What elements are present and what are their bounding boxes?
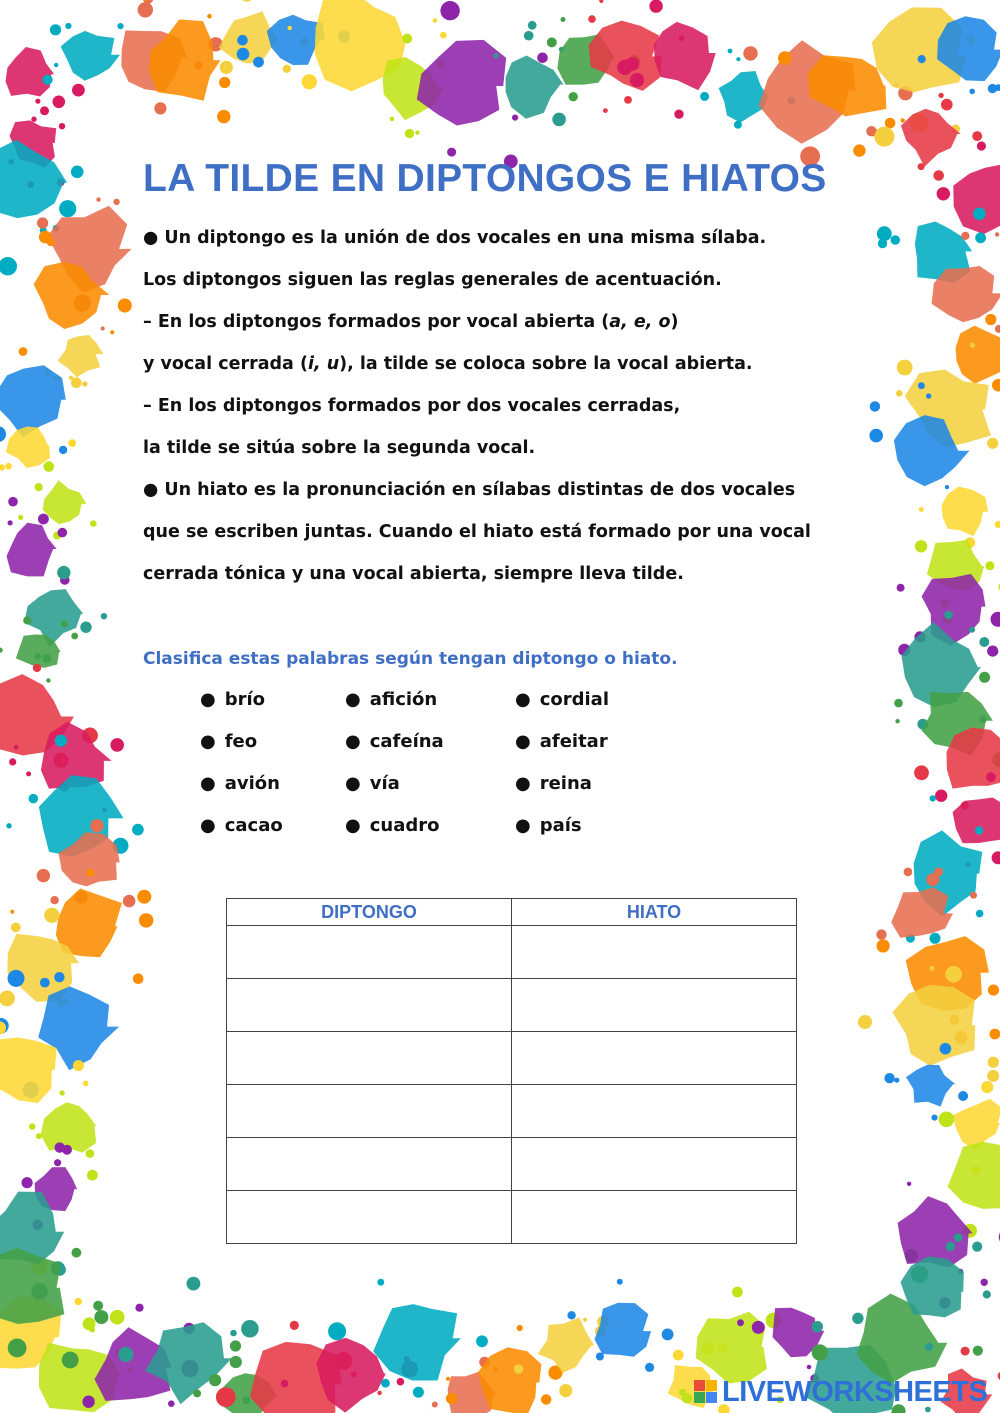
word-item xyxy=(345,812,439,840)
answer-cell-diptongo[interactable] xyxy=(227,1191,512,1244)
answer-cell-hiato[interactable] xyxy=(512,1085,797,1138)
word-item xyxy=(345,686,437,714)
bullet-icon: ● xyxy=(345,731,361,752)
table-row xyxy=(227,1138,797,1191)
liveworksheets-logo-icon xyxy=(694,1380,718,1404)
paragraph-hiato-definition: ● Un hiato es la pronunciación en sílabas distintas de dos vocales xyxy=(143,480,796,500)
bullet-icon: ● xyxy=(515,689,531,710)
word-label: avión xyxy=(224,773,280,794)
answer-cell-diptongo[interactable] xyxy=(227,1032,512,1085)
table-row xyxy=(227,979,797,1032)
word-item xyxy=(200,770,280,798)
liveworksheets-watermark xyxy=(694,1372,987,1412)
word-item xyxy=(200,812,283,840)
italic-vowels: i, u xyxy=(307,354,340,374)
word-item xyxy=(345,770,400,798)
table-row xyxy=(227,926,797,979)
answer-cell-hiato[interactable] xyxy=(512,1032,797,1085)
word-label: afición xyxy=(369,689,438,710)
bullet-icon: ● xyxy=(200,815,216,836)
text-segment: ), la tilde se coloca sobre la vocal abierta. xyxy=(339,354,753,374)
word-label: cacao xyxy=(224,815,283,836)
word-label: feo xyxy=(224,731,258,752)
answer-cell-diptongo[interactable] xyxy=(227,1085,512,1138)
table-header-row xyxy=(227,899,797,926)
bullet-icon: ● xyxy=(345,773,361,794)
answer-cell-diptongo[interactable] xyxy=(227,979,512,1032)
italic-vowels: a, e, o xyxy=(609,312,671,332)
bullet-icon: ● xyxy=(200,689,216,710)
word-item xyxy=(515,728,608,756)
paragraph-open-vowel-rule xyxy=(143,307,863,337)
word-label: vía xyxy=(369,773,400,794)
word-label: brío xyxy=(224,689,266,710)
bullet-icon: ● xyxy=(515,815,531,836)
watermark-text: LIVEWORKSHEETS xyxy=(722,1375,988,1408)
bullet-icon: ● xyxy=(200,731,216,752)
text-segment: ) xyxy=(670,312,679,332)
word-item xyxy=(200,728,257,756)
header-diptongo: DIPTONGO xyxy=(227,899,512,926)
paragraph-diptongo-rules: Los diptongos siguen las reglas generales de acentuación. xyxy=(143,270,722,290)
text-segment: y vocal cerrada ( xyxy=(143,354,308,374)
bullet-icon: ● xyxy=(200,773,216,794)
answer-cell-hiato[interactable] xyxy=(512,1191,797,1244)
table-row xyxy=(227,1085,797,1138)
header-hiato: HIATO xyxy=(512,899,797,926)
word-label: reina xyxy=(539,773,592,794)
paragraph-hiato-continued: que se escriben juntas. Cuando el hiato está formado por una vocal xyxy=(143,522,811,542)
paragraph-second-vowel: la tilde se sitúa sobre la segunda vocal. xyxy=(143,438,536,458)
bullet-icon: ● xyxy=(515,731,531,752)
answer-cell-diptongo[interactable] xyxy=(227,926,512,979)
bullet-icon: ● xyxy=(345,815,361,836)
exercise-instruction: Clasifica estas palabras según tengan diptongo o hiato. xyxy=(143,649,678,669)
answer-cell-diptongo[interactable] xyxy=(227,1138,512,1191)
answer-cell-hiato[interactable] xyxy=(512,926,797,979)
word-label: cafeína xyxy=(369,731,444,752)
paragraph-hiato-tilde: cerrada tónica y una vocal abierta, siempre lleva tilde. xyxy=(143,564,684,584)
word-label: país xyxy=(539,815,582,836)
word-label: afeitar xyxy=(539,731,608,752)
paragraph-closed-vowel-rule xyxy=(143,349,863,379)
answer-cell-hiato[interactable] xyxy=(512,979,797,1032)
page-title: LA TILDE EN DIPTONGOS E HIATOS xyxy=(143,157,827,200)
table-row xyxy=(227,1032,797,1085)
word-item xyxy=(515,686,609,714)
word-item xyxy=(345,728,444,756)
word-item xyxy=(515,770,592,798)
word-label: cuadro xyxy=(369,815,440,836)
word-label: cordial xyxy=(539,689,610,710)
text-segment: – En los diptongos formados por vocal abierta ( xyxy=(143,312,610,332)
paragraph-diptongo-definition: ● Un diptongo es la unión de dos vocales en una misma sílaba. xyxy=(143,228,767,248)
table-row xyxy=(227,1191,797,1244)
bullet-icon: ● xyxy=(515,773,531,794)
answer-cell-hiato[interactable] xyxy=(512,1138,797,1191)
word-item xyxy=(515,812,582,840)
word-item xyxy=(200,686,265,714)
classification-table xyxy=(226,898,797,1244)
bullet-icon: ● xyxy=(345,689,361,710)
paragraph-two-closed-rule: – En los diptongos formados por dos vocales cerradas, xyxy=(143,396,681,416)
